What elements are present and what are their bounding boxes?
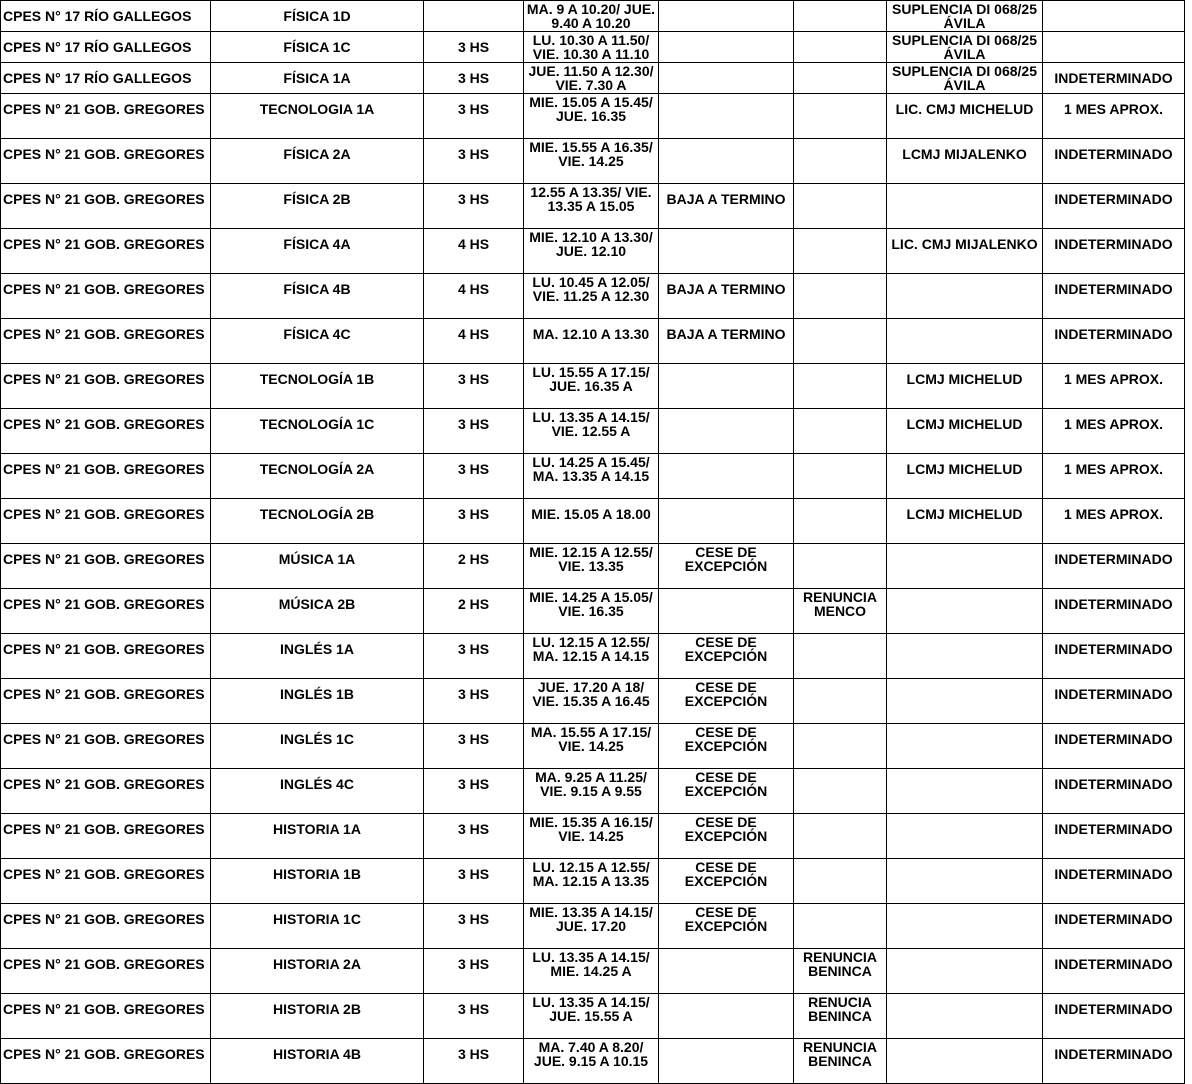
status-cell: CESE DE EXCEPCIÓN bbox=[659, 724, 794, 769]
hours-cell: 3 HS bbox=[424, 814, 524, 859]
duration-cell: INDETERMINADO bbox=[1043, 904, 1185, 949]
table-row bbox=[1, 994, 1185, 1039]
hours-cell: 4 HS bbox=[424, 274, 524, 319]
hours-cell: 3 HS bbox=[424, 1039, 524, 1084]
schedule-cell: 12.55 A 13.35/ VIE. 13.35 A 15.05 bbox=[524, 184, 659, 229]
hours-cell: 3 HS bbox=[424, 499, 524, 544]
status-cell bbox=[659, 364, 794, 409]
duration-cell: INDETERMINADO bbox=[1043, 139, 1185, 184]
school-cell: CPES N° 21 GOB. GREGORES bbox=[1, 904, 211, 949]
duration-cell: INDETERMINADO bbox=[1043, 229, 1185, 274]
hours-cell: 4 HS bbox=[424, 319, 524, 364]
hours-cell: 2 HS bbox=[424, 544, 524, 589]
schedule-cell: LU. 13.35 A 14.15/ VIE. 12.55 A bbox=[524, 409, 659, 454]
hours-cell: 2 HS bbox=[424, 589, 524, 634]
table-row bbox=[1, 94, 1185, 139]
status-cell: CESE DE EXCEPCIÓN bbox=[659, 769, 794, 814]
subject-cell: TECNOLOGIA 1A bbox=[211, 94, 424, 139]
table-row bbox=[1, 274, 1185, 319]
status-cell: CESE DE EXCEPCIÓN bbox=[659, 634, 794, 679]
resignation-cell bbox=[794, 859, 887, 904]
status-cell bbox=[659, 139, 794, 184]
status-cell: CESE DE EXCEPCIÓN bbox=[659, 814, 794, 859]
resignation-cell bbox=[794, 63, 887, 94]
status-cell bbox=[659, 94, 794, 139]
hours-cell: 4 HS bbox=[424, 229, 524, 274]
schedule-cell: JUE. 11.50 A 12.30/ VIE. 7.30 A bbox=[524, 63, 659, 94]
resignation-cell bbox=[794, 724, 887, 769]
school-cell: CPES N° 21 GOB. GREGORES bbox=[1, 454, 211, 499]
table-row bbox=[1, 364, 1185, 409]
schedule-cell: LU. 10.30 A 11.50/ VIE. 10.30 A 11.10 bbox=[524, 32, 659, 63]
hours-cell: 3 HS bbox=[424, 139, 524, 184]
schedule-cell: LU. 12.15 A 12.55/ MA. 12.15 A 14.15 bbox=[524, 634, 659, 679]
schedule-cell: LU. 10.45 A 12.05/ VIE. 11.25 A 12.30 bbox=[524, 274, 659, 319]
subject-cell: INGLÉS 1B bbox=[211, 679, 424, 724]
hours-cell: 3 HS bbox=[424, 63, 524, 94]
table-row bbox=[1, 139, 1185, 184]
schedule-cell: LU. 12.15 A 12.55/ MA. 12.15 A 13.35 bbox=[524, 859, 659, 904]
school-cell: CPES N° 21 GOB. GREGORES bbox=[1, 94, 211, 139]
hours-cell: 3 HS bbox=[424, 769, 524, 814]
table-row bbox=[1, 1, 1185, 32]
duration-cell: INDETERMINADO bbox=[1043, 63, 1185, 94]
school-cell: CPES N° 21 GOB. GREGORES bbox=[1, 184, 211, 229]
resignation-cell: RENUNCIA MENCO bbox=[794, 589, 887, 634]
note-cell: SUPLENCIA DI 068/25 ÁVILA bbox=[887, 32, 1043, 63]
status-cell bbox=[659, 229, 794, 274]
schedule-cell: MA. 9 A 10.20/ JUE. 9.40 A 10.20 bbox=[524, 1, 659, 32]
table-row bbox=[1, 32, 1185, 63]
table-row bbox=[1, 63, 1185, 94]
table-body bbox=[1, 1, 1185, 1084]
status-cell bbox=[659, 994, 794, 1039]
school-cell: CPES N° 21 GOB. GREGORES bbox=[1, 634, 211, 679]
schedule-cell: MIE. 15.35 A 16.15/ VIE. 14.25 bbox=[524, 814, 659, 859]
status-cell: BAJA A TERMINO bbox=[659, 184, 794, 229]
subject-cell: FÍSICA 1D bbox=[211, 1, 424, 32]
hours-cell: 3 HS bbox=[424, 904, 524, 949]
duration-cell bbox=[1043, 32, 1185, 63]
subject-cell: FÍSICA 2A bbox=[211, 139, 424, 184]
schedule-cell: MA. 12.10 A 13.30 bbox=[524, 319, 659, 364]
subject-cell: FÍSICA 2B bbox=[211, 184, 424, 229]
resignation-cell bbox=[794, 454, 887, 499]
subject-cell: FÍSICA 4C bbox=[211, 319, 424, 364]
table-row bbox=[1, 184, 1185, 229]
note-cell bbox=[887, 1039, 1043, 1084]
subject-cell: INGLÉS 1C bbox=[211, 724, 424, 769]
status-cell bbox=[659, 454, 794, 499]
note-cell: LIC. CMJ MIJALENKO bbox=[887, 229, 1043, 274]
subject-cell: TECNOLOGÍA 1C bbox=[211, 409, 424, 454]
duration-cell: INDETERMINADO bbox=[1043, 589, 1185, 634]
hours-cell: 3 HS bbox=[424, 994, 524, 1039]
schedule-cell: MIE. 13.35 A 14.15/ JUE. 17.20 bbox=[524, 904, 659, 949]
table-row bbox=[1, 769, 1185, 814]
school-cell: CPES N° 21 GOB. GREGORES bbox=[1, 274, 211, 319]
school-cell: CPES N° 21 GOB. GREGORES bbox=[1, 589, 211, 634]
status-cell bbox=[659, 589, 794, 634]
hours-cell: 3 HS bbox=[424, 724, 524, 769]
note-cell bbox=[887, 544, 1043, 589]
note-cell: LCMJ MICHELUD bbox=[887, 409, 1043, 454]
table-row bbox=[1, 499, 1185, 544]
resignation-cell: RENUNCIA BENINCA bbox=[794, 1039, 887, 1084]
duration-cell: INDETERMINADO bbox=[1043, 814, 1185, 859]
status-cell: BAJA A TERMINO bbox=[659, 274, 794, 319]
table-row bbox=[1, 229, 1185, 274]
schedule-cell: MIE. 14.25 A 15.05/ VIE. 16.35 bbox=[524, 589, 659, 634]
duration-cell: INDETERMINADO bbox=[1043, 769, 1185, 814]
status-cell: BAJA A TERMINO bbox=[659, 319, 794, 364]
school-cell: CPES N° 21 GOB. GREGORES bbox=[1, 229, 211, 274]
duration-cell: INDETERMINADO bbox=[1043, 724, 1185, 769]
school-cell: CPES N° 21 GOB. GREGORES bbox=[1, 949, 211, 994]
resignation-cell: RENUCIA BENINCA bbox=[794, 994, 887, 1039]
note-cell bbox=[887, 274, 1043, 319]
status-cell bbox=[659, 32, 794, 63]
duration-cell: INDETERMINADO bbox=[1043, 949, 1185, 994]
resignation-cell bbox=[794, 634, 887, 679]
hours-cell: 3 HS bbox=[424, 364, 524, 409]
subject-cell: HISTORIA 4B bbox=[211, 1039, 424, 1084]
school-cell: CPES N° 21 GOB. GREGORES bbox=[1, 139, 211, 184]
school-cell: CPES N° 17 RÍO GALLEGOS bbox=[1, 32, 211, 63]
duration-cell: 1 MES APROX. bbox=[1043, 409, 1185, 454]
table-row bbox=[1, 814, 1185, 859]
resignation-cell bbox=[794, 94, 887, 139]
note-cell: LCMJ MICHELUD bbox=[887, 454, 1043, 499]
status-cell bbox=[659, 1, 794, 32]
subject-cell: HISTORIA 2B bbox=[211, 994, 424, 1039]
schedule-cell: MIE. 15.55 A 16.35/ VIE. 14.25 bbox=[524, 139, 659, 184]
note-cell bbox=[887, 814, 1043, 859]
note-cell: SUPLENCIA DI 068/25 ÁVILA bbox=[887, 1, 1043, 32]
resignation-cell bbox=[794, 32, 887, 63]
subject-cell: TECNOLOGÍA 2A bbox=[211, 454, 424, 499]
schedule-cell: MIE. 12.10 A 13.30/ JUE. 12.10 bbox=[524, 229, 659, 274]
subject-cell: FÍSICA 1A bbox=[211, 63, 424, 94]
subject-cell: FÍSICA 4A bbox=[211, 229, 424, 274]
schedule-cell: LU. 13.35 A 14.15/ JUE. 15.55 A bbox=[524, 994, 659, 1039]
school-cell: CPES N° 17 RÍO GALLEGOS bbox=[1, 1, 211, 32]
resignation-cell: RENUNCIA BENINCA bbox=[794, 949, 887, 994]
subject-cell: HISTORIA 1B bbox=[211, 859, 424, 904]
duration-cell bbox=[1043, 1, 1185, 32]
school-cell: CPES N° 21 GOB. GREGORES bbox=[1, 409, 211, 454]
subject-cell: FÍSICA 4B bbox=[211, 274, 424, 319]
schedule-cell: MA. 9.25 A 11.25/ VIE. 9.15 A 9.55 bbox=[524, 769, 659, 814]
note-cell bbox=[887, 769, 1043, 814]
subject-cell: HISTORIA 2A bbox=[211, 949, 424, 994]
hours-cell: 3 HS bbox=[424, 949, 524, 994]
schedule-cell: LU. 15.55 A 17.15/ JUE. 16.35 A bbox=[524, 364, 659, 409]
schedule-cell: MA. 15.55 A 17.15/ VIE. 14.25 bbox=[524, 724, 659, 769]
resignation-cell bbox=[794, 904, 887, 949]
school-cell: CPES N° 21 GOB. GREGORES bbox=[1, 814, 211, 859]
note-cell bbox=[887, 319, 1043, 364]
duration-cell: INDETERMINADO bbox=[1043, 274, 1185, 319]
subject-cell: HISTORIA 1C bbox=[211, 904, 424, 949]
duration-cell: INDETERMINADO bbox=[1043, 859, 1185, 904]
status-cell bbox=[659, 499, 794, 544]
note-cell bbox=[887, 994, 1043, 1039]
school-cell: CPES N° 21 GOB. GREGORES bbox=[1, 859, 211, 904]
duration-cell: INDETERMINADO bbox=[1043, 634, 1185, 679]
table-row bbox=[1, 724, 1185, 769]
subject-cell: MÚSICA 1A bbox=[211, 544, 424, 589]
subject-cell: FÍSICA 1C bbox=[211, 32, 424, 63]
table-row bbox=[1, 634, 1185, 679]
resignation-cell bbox=[794, 274, 887, 319]
school-cell: CPES N° 21 GOB. GREGORES bbox=[1, 499, 211, 544]
hours-cell: 3 HS bbox=[424, 859, 524, 904]
hours-cell bbox=[424, 1, 524, 32]
subject-cell: INGLÉS 4C bbox=[211, 769, 424, 814]
duration-cell: 1 MES APROX. bbox=[1043, 94, 1185, 139]
note-cell bbox=[887, 184, 1043, 229]
note-cell: LCMJ MICHELUD bbox=[887, 364, 1043, 409]
hours-cell: 3 HS bbox=[424, 409, 524, 454]
school-cell: CPES N° 21 GOB. GREGORES bbox=[1, 769, 211, 814]
resignation-cell bbox=[794, 544, 887, 589]
note-cell: LCMJ MIJALENKO bbox=[887, 139, 1043, 184]
note-cell bbox=[887, 634, 1043, 679]
table-row bbox=[1, 904, 1185, 949]
school-cell: CPES N° 21 GOB. GREGORES bbox=[1, 544, 211, 589]
table-row bbox=[1, 859, 1185, 904]
status-cell bbox=[659, 1039, 794, 1084]
schedule-cell: LU. 14.25 A 15.45/ MA. 13.35 A 14.15 bbox=[524, 454, 659, 499]
hours-cell: 3 HS bbox=[424, 94, 524, 139]
resignation-cell bbox=[794, 184, 887, 229]
status-cell: CESE DE EXCEPCIÓN bbox=[659, 859, 794, 904]
school-cell: CPES N° 21 GOB. GREGORES bbox=[1, 364, 211, 409]
resignation-cell bbox=[794, 769, 887, 814]
resignation-cell bbox=[794, 679, 887, 724]
resignation-cell bbox=[794, 1, 887, 32]
hours-cell: 3 HS bbox=[424, 32, 524, 63]
school-cell: CPES N° 21 GOB. GREGORES bbox=[1, 679, 211, 724]
note-cell bbox=[887, 724, 1043, 769]
school-cell: CPES N° 21 GOB. GREGORES bbox=[1, 724, 211, 769]
resignation-cell bbox=[794, 364, 887, 409]
resignation-cell bbox=[794, 139, 887, 184]
subject-cell: MÚSICA 2B bbox=[211, 589, 424, 634]
subject-cell: TECNOLOGÍA 1B bbox=[211, 364, 424, 409]
hours-cell: 3 HS bbox=[424, 634, 524, 679]
duration-cell: INDETERMINADO bbox=[1043, 319, 1185, 364]
resignation-cell bbox=[794, 814, 887, 859]
status-cell bbox=[659, 949, 794, 994]
duration-cell: INDETERMINADO bbox=[1043, 184, 1185, 229]
school-cell: CPES N° 21 GOB. GREGORES bbox=[1, 994, 211, 1039]
duration-cell: 1 MES APROX. bbox=[1043, 499, 1185, 544]
note-cell bbox=[887, 589, 1043, 634]
duration-cell: INDETERMINADO bbox=[1043, 679, 1185, 724]
status-cell: CESE DE EXCEPCIÓN bbox=[659, 544, 794, 589]
duration-cell: INDETERMINADO bbox=[1043, 544, 1185, 589]
subject-cell: HISTORIA 1A bbox=[211, 814, 424, 859]
duration-cell: INDETERMINADO bbox=[1043, 994, 1185, 1039]
note-cell: SUPLENCIA DI 068/25 ÁVILA bbox=[887, 63, 1043, 94]
note-cell bbox=[887, 904, 1043, 949]
resignation-cell bbox=[794, 229, 887, 274]
note-cell bbox=[887, 949, 1043, 994]
note-cell: LCMJ MICHELUD bbox=[887, 499, 1043, 544]
subject-cell: TECNOLOGÍA 2B bbox=[211, 499, 424, 544]
status-cell bbox=[659, 409, 794, 454]
table-row bbox=[1, 1039, 1185, 1084]
note-cell: LIC. CMJ MICHELUD bbox=[887, 94, 1043, 139]
schedule-cell: MIE. 15.05 A 18.00 bbox=[524, 499, 659, 544]
status-cell: CESE DE EXCEPCIÓN bbox=[659, 904, 794, 949]
table-row bbox=[1, 679, 1185, 724]
status-cell bbox=[659, 63, 794, 94]
schedule-cell: MIE. 12.15 A 12.55/ VIE. 13.35 bbox=[524, 544, 659, 589]
hours-cell: 3 HS bbox=[424, 454, 524, 499]
table-row bbox=[1, 544, 1185, 589]
status-cell: CESE DE EXCEPCIÓN bbox=[659, 679, 794, 724]
hours-cell: 3 HS bbox=[424, 679, 524, 724]
school-cell: CPES N° 21 GOB. GREGORES bbox=[1, 319, 211, 364]
duration-cell: 1 MES APROX. bbox=[1043, 364, 1185, 409]
duration-cell: 1 MES APROX. bbox=[1043, 454, 1185, 499]
table-row bbox=[1, 409, 1185, 454]
schedule-cell: MIE. 15.05 A 15.45/ JUE. 16.35 bbox=[524, 94, 659, 139]
duration-cell: INDETERMINADO bbox=[1043, 1039, 1185, 1084]
table-row bbox=[1, 319, 1185, 364]
hours-cell: 3 HS bbox=[424, 184, 524, 229]
table-row bbox=[1, 454, 1185, 499]
schedule-cell: MA. 7.40 A 8.20/ JUE. 9.15 A 10.15 bbox=[524, 1039, 659, 1084]
table-row bbox=[1, 949, 1185, 994]
resignation-cell bbox=[794, 319, 887, 364]
note-cell bbox=[887, 679, 1043, 724]
schedule-cell: JUE. 17.20 A 18/ VIE. 15.35 A 16.45 bbox=[524, 679, 659, 724]
resignation-cell bbox=[794, 499, 887, 544]
table-row bbox=[1, 589, 1185, 634]
school-cell: CPES N° 17 RÍO GALLEGOS bbox=[1, 63, 211, 94]
resignation-cell bbox=[794, 409, 887, 454]
note-cell bbox=[887, 859, 1043, 904]
subject-cell: INGLÉS 1A bbox=[211, 634, 424, 679]
schedule-cell: LU. 13.35 A 14.15/ MIE. 14.25 A bbox=[524, 949, 659, 994]
school-cell: CPES N° 21 GOB. GREGORES bbox=[1, 1039, 211, 1084]
